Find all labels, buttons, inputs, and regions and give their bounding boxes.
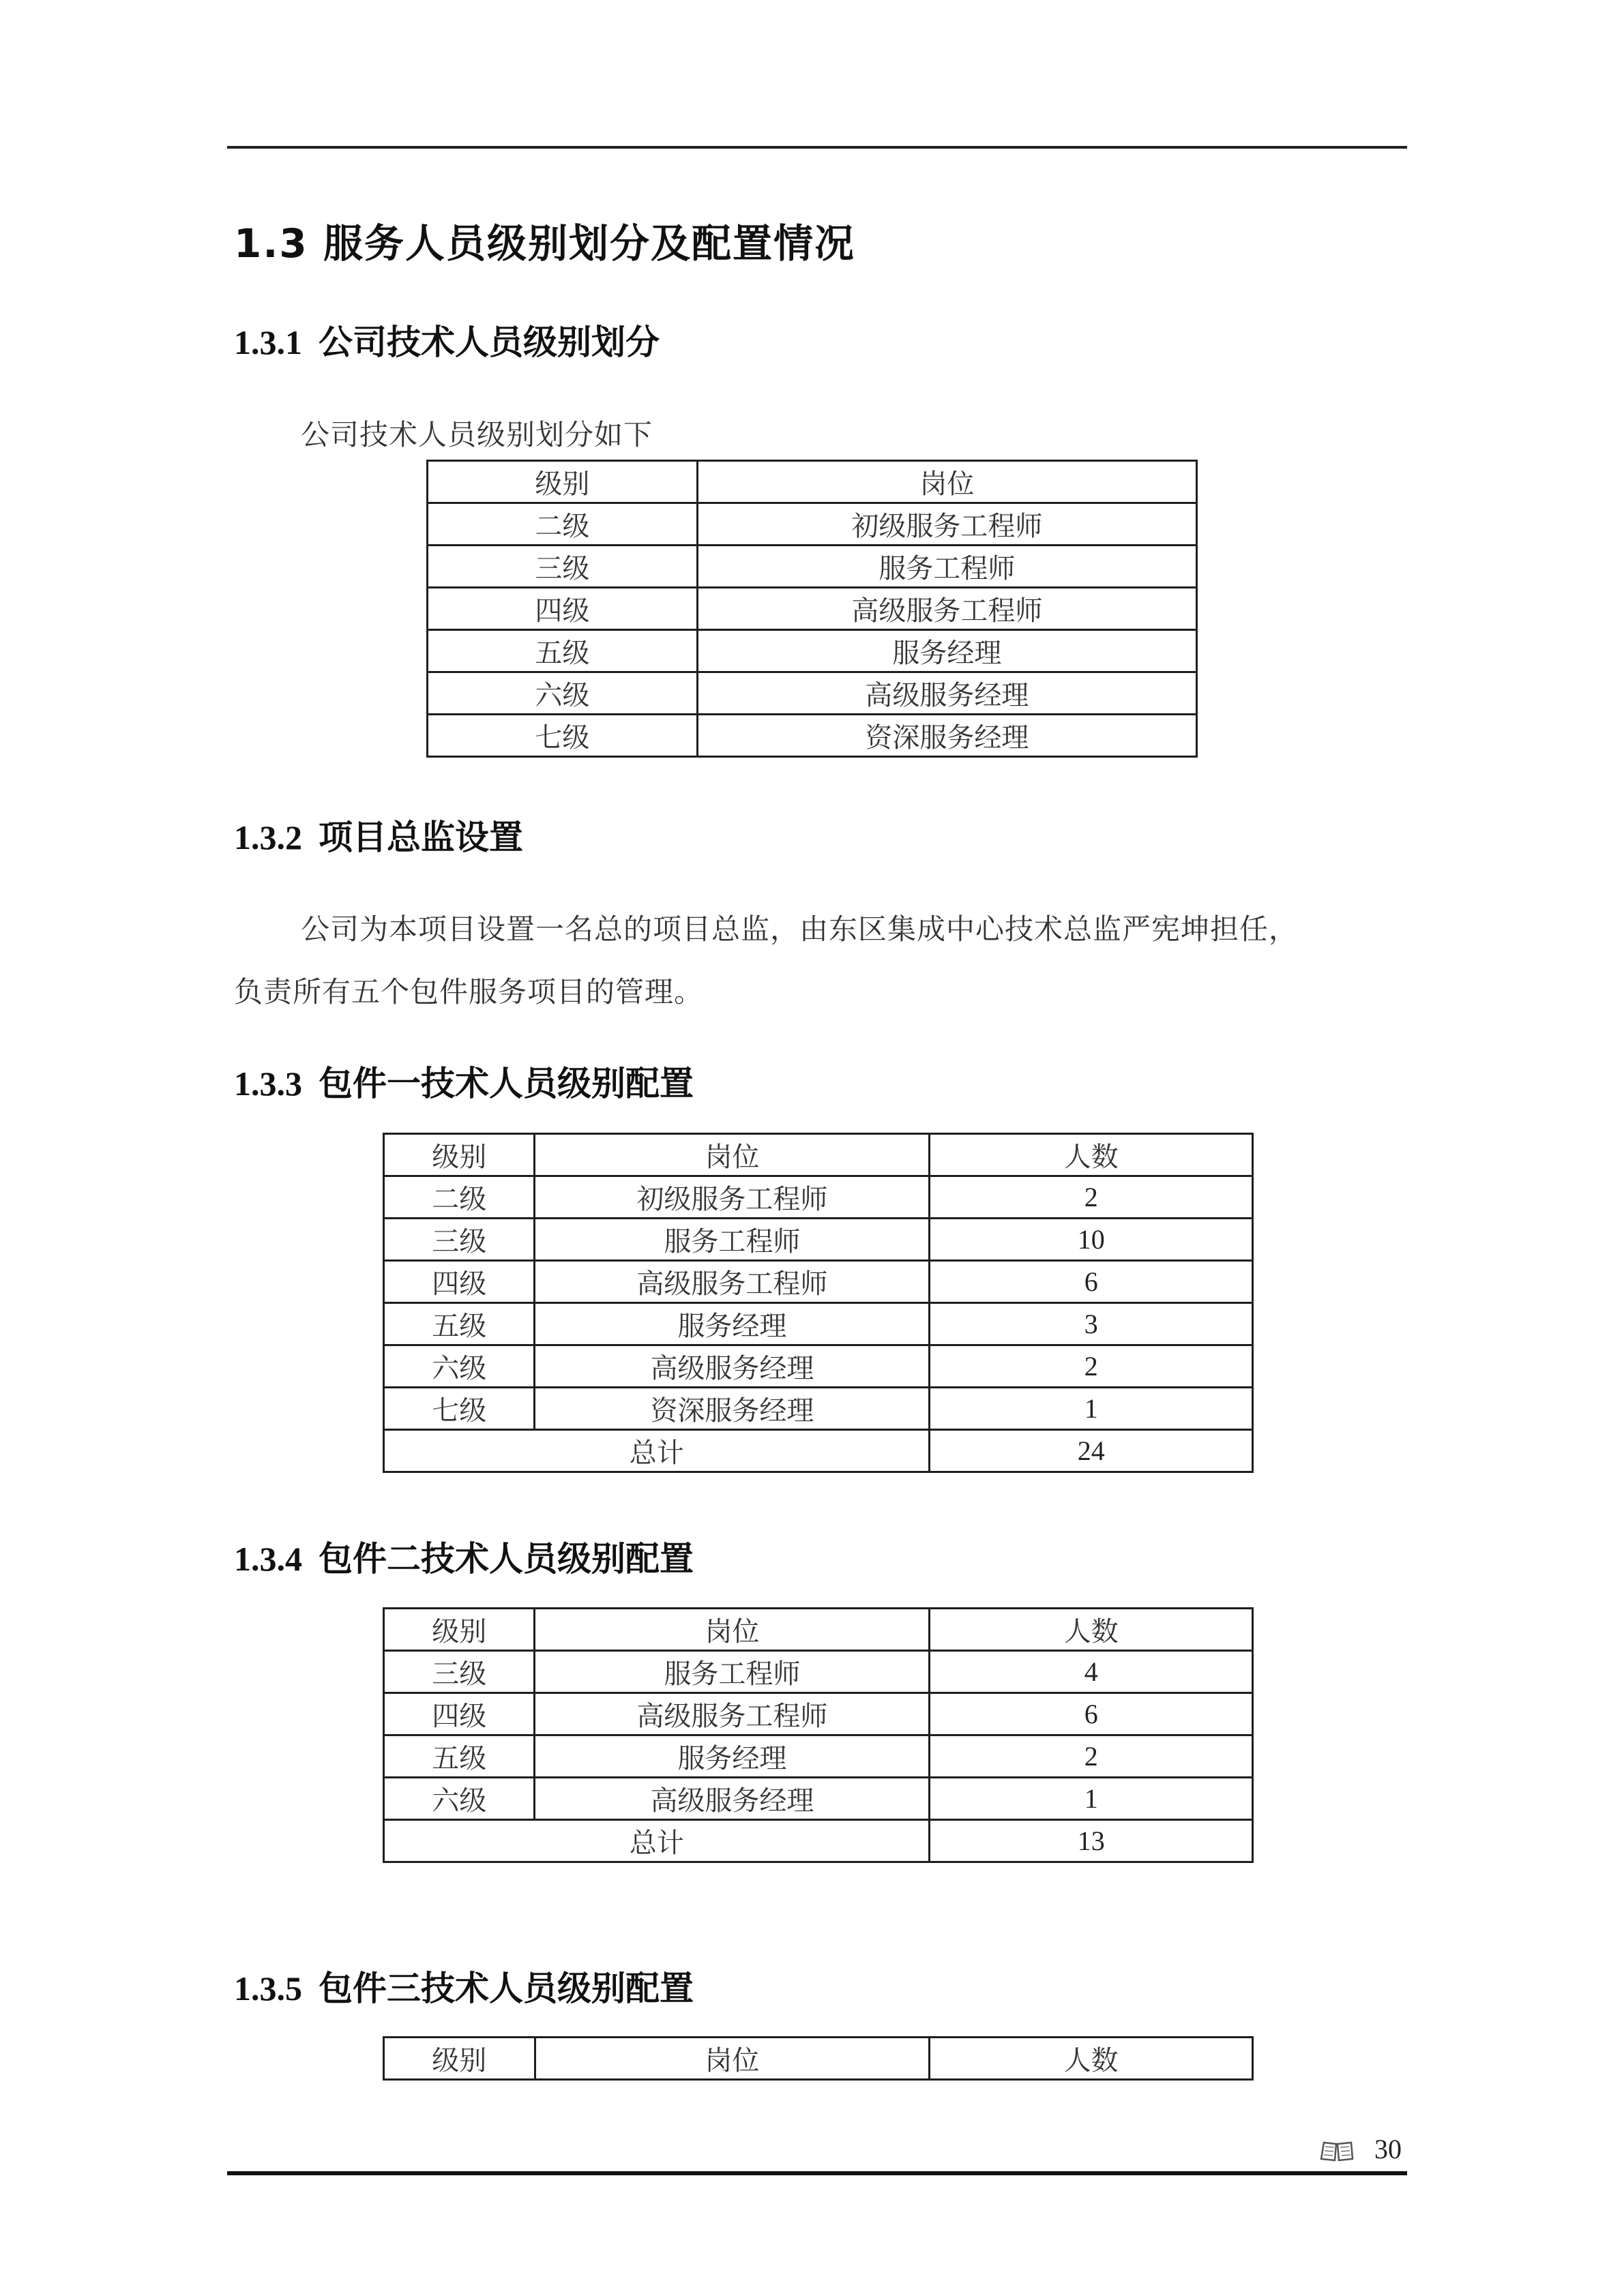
table-row: [384, 1778, 1253, 1820]
table-row: [384, 1651, 1253, 1693]
subsection-title: 包件三技术人员级别配置: [319, 1969, 694, 2008]
subsection-title: 项目总监设置: [319, 818, 523, 857]
table-row: [384, 1176, 1253, 1219]
count-cell: 2: [930, 1345, 1253, 1388]
total-value: 24: [930, 1430, 1253, 1472]
level-cell: 五级: [384, 1735, 535, 1778]
header-cell: 级别: [384, 1134, 535, 1176]
subsection-heading-1-3-2: [234, 810, 523, 859]
level-cell: 七级: [428, 715, 698, 757]
subsection-heading-1-3-1: [234, 315, 660, 364]
package3-staffing-table: [383, 2036, 1254, 2081]
level-cell: 六级: [384, 1345, 535, 1388]
subsection-title: 公司技术人员级别划分: [319, 323, 660, 362]
position-cell: 高级服务工程师: [535, 1261, 930, 1303]
level-cell: 五级: [428, 630, 698, 672]
position-cell: 资深服务经理: [697, 715, 1196, 757]
position-cell: 服务工程师: [535, 1651, 930, 1693]
table-header-row: [384, 1134, 1253, 1176]
subsection-title: 包件二技术人员级别配置: [319, 1539, 694, 1579]
table-total-row: [384, 1430, 1253, 1472]
header-cell: 岗位: [697, 461, 1196, 503]
position-cell: 服务工程师: [535, 1219, 930, 1261]
subsection-heading-1-3-3: [234, 1056, 694, 1105]
level-cell: 二级: [428, 503, 698, 546]
table-row: [384, 1693, 1253, 1735]
position-cell: 服务经理: [535, 1735, 930, 1778]
count-cell: 2: [930, 1735, 1253, 1778]
position-cell: 服务经理: [535, 1303, 930, 1345]
header-cell: 岗位: [535, 1609, 930, 1651]
subsection-title: 包件一技术人员级别配置: [319, 1064, 694, 1103]
table-row: [384, 1303, 1253, 1345]
header-cell: 岗位: [535, 2038, 930, 2080]
table-row: [384, 1345, 1253, 1388]
level-cell: 六级: [384, 1778, 535, 1820]
count-cell: 10: [930, 1219, 1253, 1261]
table-total-row: [384, 1820, 1253, 1862]
table-row: [384, 1735, 1253, 1778]
section-title: 1.3 服务人员级别划分及配置情况: [234, 220, 855, 267]
page-footer: [1320, 2133, 1402, 2165]
header-cell: 级别: [384, 1609, 535, 1651]
position-cell: 高级服务经理: [535, 1778, 930, 1820]
level-cell: 三级: [384, 1219, 535, 1261]
table-header-row: [428, 461, 1197, 503]
count-cell: 6: [930, 1261, 1253, 1303]
count-cell: 1: [930, 1778, 1253, 1820]
table-row: [384, 1261, 1253, 1303]
level-cell: 五级: [384, 1303, 535, 1345]
count-cell: 1: [930, 1388, 1253, 1430]
position-cell: 高级服务工程师: [535, 1693, 930, 1735]
position-cell: 服务工程师: [697, 546, 1196, 588]
page-number: 30: [1374, 2134, 1402, 2164]
position-cell: 初级服务工程师: [697, 503, 1196, 546]
level-division-table: [426, 460, 1198, 758]
position-cell: 高级服务工程师: [697, 588, 1196, 630]
table-header-row: [384, 1609, 1253, 1651]
count-cell: 3: [930, 1303, 1253, 1345]
subsection-number: 1.3.3: [234, 1064, 302, 1103]
position-cell: 高级服务经理: [535, 1345, 930, 1388]
table-row: [384, 1219, 1253, 1261]
package1-staffing-table: [383, 1133, 1254, 1473]
header-cell: 人数: [930, 2038, 1253, 2080]
table-row: [428, 715, 1197, 757]
header-cell: 人数: [930, 1609, 1253, 1651]
total-label: 总计: [384, 1820, 930, 1862]
table-row: [384, 1388, 1253, 1430]
header-cell: 级别: [384, 2038, 535, 2080]
count-cell: 4: [930, 1651, 1253, 1693]
header-rule: [227, 146, 1407, 149]
header-cell: 人数: [930, 1134, 1253, 1176]
subsection-heading-1-3-4: [234, 1532, 694, 1581]
level-cell: 四级: [384, 1693, 535, 1735]
subsection-number: 1.3.2: [234, 818, 302, 856]
total-label: 总计: [384, 1430, 930, 1472]
table-row: [428, 672, 1197, 715]
table-row: [428, 630, 1197, 672]
level-cell: 四级: [384, 1261, 535, 1303]
header-cell: 岗位: [535, 1134, 930, 1176]
subsection-number: 1.3.4: [234, 1540, 302, 1578]
header-cell: 级别: [428, 461, 698, 503]
level-cell: 三级: [428, 546, 698, 588]
level-cell: 三级: [384, 1651, 535, 1693]
footer-rule: [227, 2171, 1407, 2175]
director-paragraph-line1: 公司为本项目设置一名总的项目总监，由东区集成中心技术总监严宪坤担任，: [301, 912, 1299, 946]
subsection-number: 1.3.5: [234, 1969, 302, 2008]
book-icon: [1320, 2138, 1354, 2161]
count-cell: 2: [930, 1176, 1253, 1219]
table-row: [428, 588, 1197, 630]
position-cell: 服务经理: [697, 630, 1196, 672]
level-cell: 二级: [384, 1176, 535, 1219]
position-cell: 初级服务工程师: [535, 1176, 930, 1219]
subsection-heading-1-3-5: [234, 1961, 694, 2010]
level-cell: 四级: [428, 588, 698, 630]
count-cell: 6: [930, 1693, 1253, 1735]
table-row: [428, 546, 1197, 588]
subsection-number: 1.3.1: [234, 323, 302, 361]
director-paragraph-line2: 负责所有五个包件服务项目的管理。: [234, 975, 704, 1009]
total-value: 13: [930, 1820, 1253, 1862]
table-header-row: [384, 2038, 1253, 2080]
position-cell: 资深服务经理: [535, 1388, 930, 1430]
intro-text: 公司技术人员级别划分如下: [301, 418, 653, 451]
level-cell: 七级: [384, 1388, 535, 1430]
position-cell: 高级服务经理: [697, 672, 1196, 715]
level-cell: 六级: [428, 672, 698, 715]
table-row: [428, 503, 1197, 546]
package2-staffing-table: [383, 1607, 1254, 1863]
